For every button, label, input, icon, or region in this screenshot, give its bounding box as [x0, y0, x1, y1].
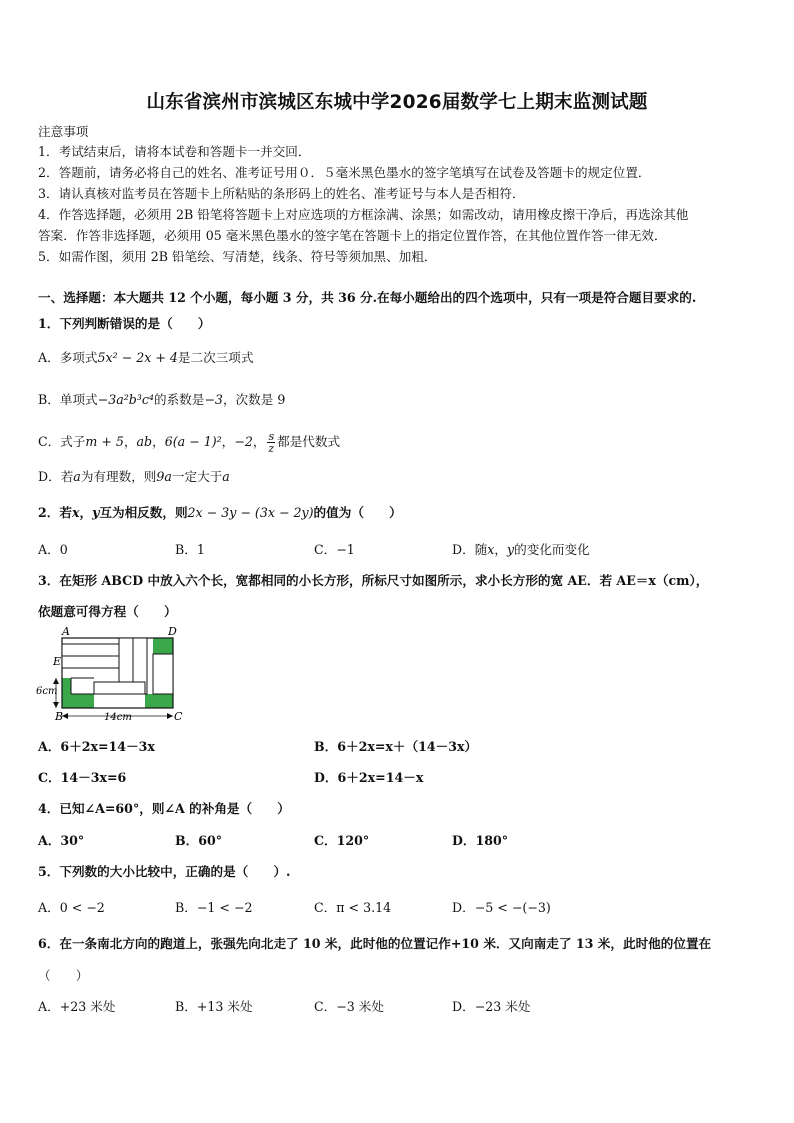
q4-option-c: C．120° [314, 833, 370, 848]
q1-d-var2: a [222, 469, 230, 484]
q1-option-a [38, 350, 253, 366]
q1-b-expr: −3a²b³c⁴ [97, 392, 154, 407]
shaded-region-right-top [153, 638, 173, 654]
q2-option-c: C．−1 [314, 542, 355, 557]
question-1-stem: 1．下列判断错误的是（ ） [38, 316, 211, 331]
q2-expr: 2x − 3y − (3x − 2y) [187, 505, 314, 520]
label-b: B [55, 710, 64, 723]
q2-d-suffix: 的变化而变化 [514, 542, 590, 557]
arrow-down-icon [53, 702, 59, 708]
q3-option-b: B．6＋2x=x＋（14－3x） [314, 739, 478, 754]
q1-d-var: a [73, 469, 81, 484]
q1-d-prefix: D．若 [38, 469, 74, 484]
small-rect [153, 654, 173, 694]
q1-option-d [38, 469, 230, 485]
q1-option-b [38, 392, 285, 408]
q2-option-d: D．随x，y的变化而变化 [452, 542, 590, 557]
label-d: D [168, 625, 177, 638]
q1-d-mid2: 一定大于 [171, 469, 223, 484]
label-height: 6cm [36, 686, 58, 697]
question-6-stem: 6．在一条南北方向的跑道上，张强先向北走了 10 米，此时他的位置记作+10 米．又向南走了 13 米，此时他的位置在 [38, 936, 712, 951]
page-title: 山东省滨州市滨城区东城中学2026届数学七上期末监测试题 [146, 92, 648, 113]
q2-var-x: x [71, 505, 80, 520]
question-3-stem: 3．在矩形 ABCD 中放入六个长，宽都相同的小长方形，所标尺寸如图所示，求小长方形的宽 AE．若 AE＝x（cm）， [38, 573, 709, 588]
q1-b-suffix: ，次数是 9 [222, 392, 286, 407]
q1-c-fraction [267, 431, 275, 454]
shaded-region-left-bottom [62, 694, 94, 708]
notice-item: 2．答题前，请务必将自己的姓名、准考证号用０．５毫米黑色墨水的签字笔填写在试卷及答题卡的规定位置． [38, 165, 651, 180]
q1-b-coef: −3 [204, 392, 223, 407]
q4-option-b: B．60° [175, 833, 223, 848]
q3-option-c: C．14－3x=6 [38, 770, 127, 785]
q1-c-suffix: 都是代数式 [277, 434, 341, 449]
small-rect [94, 682, 145, 694]
shaded-region-right-bottom [145, 694, 173, 708]
q1-c-expr-1: m + 5 [85, 434, 124, 449]
q1-option-c: C．式子m + 5，ab，6(a − 1)²，−2， $\frac{s}{z}$ 都是代数式 [38, 430, 341, 455]
rectangle-figure [34, 624, 194, 726]
q2-d-var-y: y [507, 542, 515, 557]
q1-a-expr: 5x² − 2x + 4 [97, 350, 178, 365]
notice-heading: 注意事项 [38, 124, 89, 139]
q6-option-d: D．−23 米处 [452, 999, 531, 1014]
q1-b-prefix: B．单项式 [38, 392, 98, 407]
question-4-stem: 4．已知∠A=60°，则∠A 的补角是（ ） [38, 801, 290, 816]
small-rect [62, 656, 119, 668]
q1-d-mid: 为有理数，则 [80, 469, 157, 484]
notice-item: 1．考试结束后，请将本试卷和答题卡一并交回． [38, 144, 311, 159]
q5-option-a: A．0 < −2 [38, 900, 105, 915]
question-2-stem: 2．若x，y互为相反数，则2x − 3y − (3x − 2y)的值为（ ） [38, 505, 402, 520]
q2-option-b: B．1 [175, 542, 205, 557]
q1-d-expr: 9a [156, 469, 172, 484]
q1-c-expr-3: 6(a − 1)² [164, 434, 222, 449]
small-rect [62, 644, 119, 656]
arrow-up-icon [53, 678, 59, 684]
q5-option-c: C．π < 3.14 [314, 900, 392, 915]
q1-c-prefix: C．式子 [38, 434, 86, 449]
q1-a-prefix: A．多项式 [38, 350, 98, 365]
fraction-denominator: z [268, 442, 275, 455]
label-width: 14cm [104, 712, 132, 723]
q5-option-b: B．−1 < −2 [175, 900, 253, 915]
q6-option-b: B．+13 米处 [175, 999, 253, 1014]
q3-option-a: A．6＋2x=14－3x [38, 739, 155, 754]
q2-var-y: y [92, 505, 100, 520]
q4-option-d: D．180° [452, 833, 509, 848]
q3-option-d: D．6＋2x=14－x [314, 770, 424, 785]
q6-option-a: A．+23 米处 [38, 999, 116, 1014]
question-5-stem: 5．下列数的大小比较中，正确的是（ ）. [38, 864, 291, 879]
q6-option-c: C．−3 米处 [314, 999, 384, 1014]
q2-stem-suffix: 的值为（ ） [313, 505, 402, 520]
fraction-numerator: s [268, 430, 275, 443]
q1-b-mid: 的系数是 [153, 392, 205, 407]
label-c: C [174, 710, 183, 723]
q2-d-prefix: D．随 [452, 542, 488, 557]
question-3-stem-cont: 依题意可得方程（ ） [38, 604, 177, 619]
q4-option-a: A．30° [38, 833, 85, 848]
q2-stem-mid: 互为相反数，则 [99, 505, 188, 520]
q2-option-a: A．0 [38, 542, 68, 557]
q2-d-var-x: x [487, 542, 495, 557]
arrow-right-icon [167, 713, 173, 719]
q5-option-d: D．−5 < −(−3) [452, 900, 551, 915]
q1-a-suffix: 是二次三项式 [177, 350, 254, 365]
notice-item: 5．如需作图，须用 2B 铅笔绘、写清楚，线条、符号等须加黑、加粗． [38, 249, 437, 264]
label-a: A [62, 625, 70, 638]
section-heading: 一、选择题：本大题共 12 个小题，每小题 3 分，共 36 分.在每小题给出的四个选项中，只有一项是符合题目要求的. [38, 290, 697, 305]
q1-c-expr-2: ab [136, 434, 153, 449]
label-e: E [53, 655, 62, 668]
q2-stem-prefix: 2．若 [38, 505, 72, 520]
notice-item: 3．请认真核对监考员在答题卡上所粘贴的条形码上的姓名、准考证号与本人是否相符． [38, 186, 525, 201]
notice-item: 4．作答选择题，必须用 2B 铅笔将答题卡上对应选项的方框涂满、涂黑；如需改动，请用橡皮擦干净后，再选涂其他 [38, 207, 689, 222]
question-6-stem-cont: （ ） [38, 968, 89, 983]
q1-c-expr-4: −2 [234, 434, 253, 449]
notice-item: 答案．作答非选择题，必须用 05 毫米黑色墨水的签字笔在答题卡上的指定位置作答，在其他位置作答一律无效． [38, 228, 667, 243]
